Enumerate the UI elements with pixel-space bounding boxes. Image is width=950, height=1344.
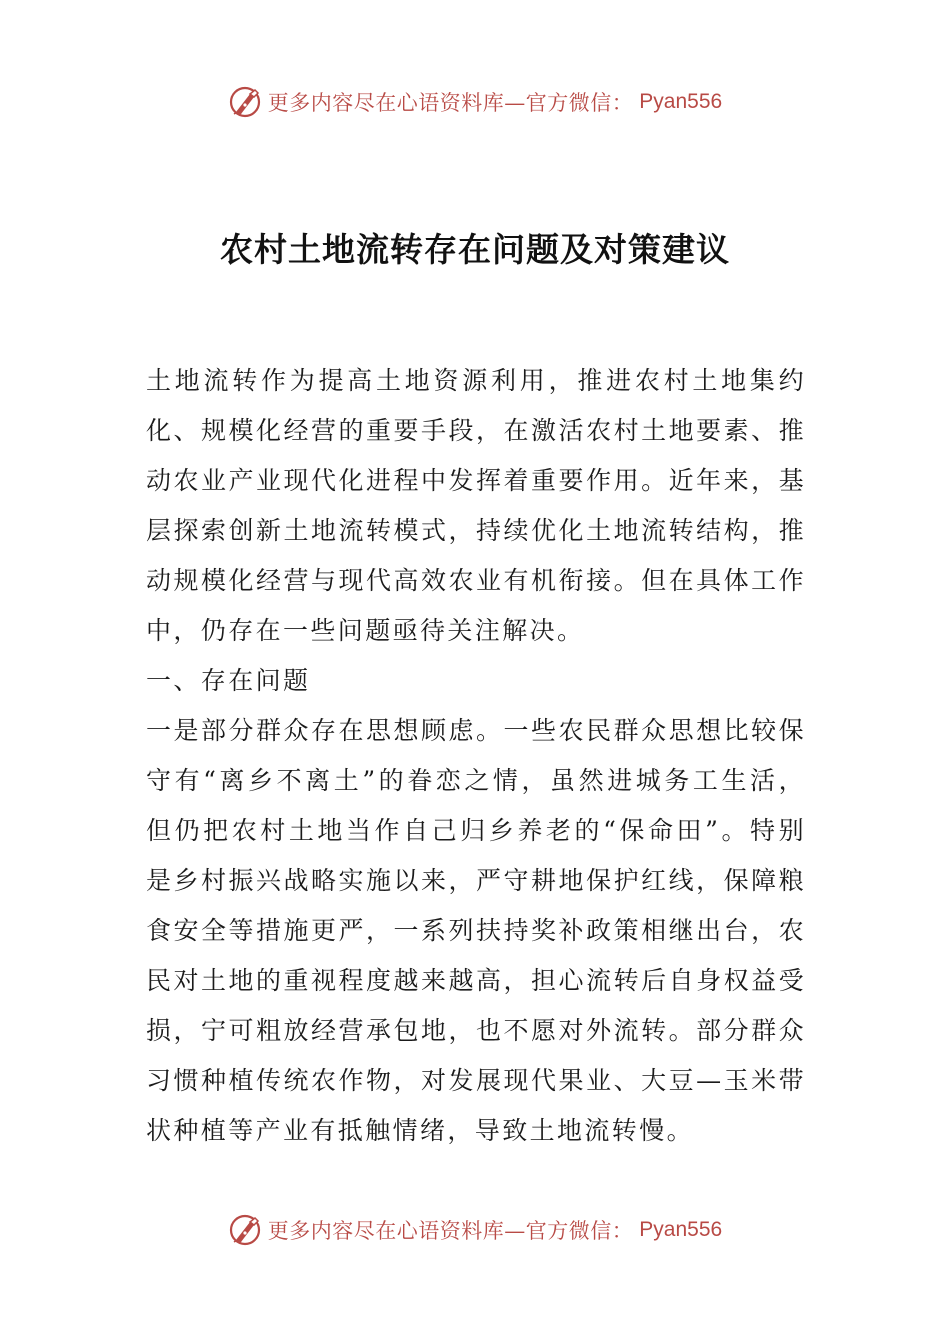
problem-paragraph: 一是部分群众存在思想顾虑。一些农民群众思想比较保守有“离乡不离土”的眷恋之情，虽然进城务工生活，但仍把农村土地当作自己归乡养老的“保命田”。特别是乡村振兴战略实施以来，严守耕地保护红线，保障粮食安全等措施更严，一系列扶持奖补政策相继出台，农民对土地的重视程度越来越高，担心流转后自身权益受损，宁可粗放经营承包地，也不愿对外流转。部分群众习惯种植传统农作物，对发展现代果业、大豆—玉米带状种植等产业有抵触情绪，导致土地流转慢。 [146,716,806,1145]
footer-banner [0,1208,950,1252]
footer-banner-text: 更多内容尽在心语资料库—官方微信： [267,1219,634,1243]
pen-nib-logo-icon [228,1213,262,1247]
document-body [146,356,806,1156]
document-title: 农村土地流转存在问题及对策建议 [220,230,730,269]
pen-nib-logo-icon [228,85,262,119]
header-banner [0,80,950,124]
intro-paragraph: 土地流转作为提高土地资源利用，推进农村土地集约化、规模化经营的重要手段，在激活农村土地要素、推动农业产业现代化进程中发挥着重要作用。近年来，基层探索创新土地流转模式，持续优化土地流转结构，推动规模化经营与现代高效农业有机衔接。但在具体工作中，仍存在一些问题亟待关注解决。 [146,366,806,645]
section-heading: 一、存在问题 [146,666,311,695]
header-banner-text: 更多内容尽在心语资料库—官方微信： [267,91,634,115]
header-wechat-id: Pyan556 [639,90,723,113]
footer-wechat-id: Pyan556 [639,1218,723,1241]
